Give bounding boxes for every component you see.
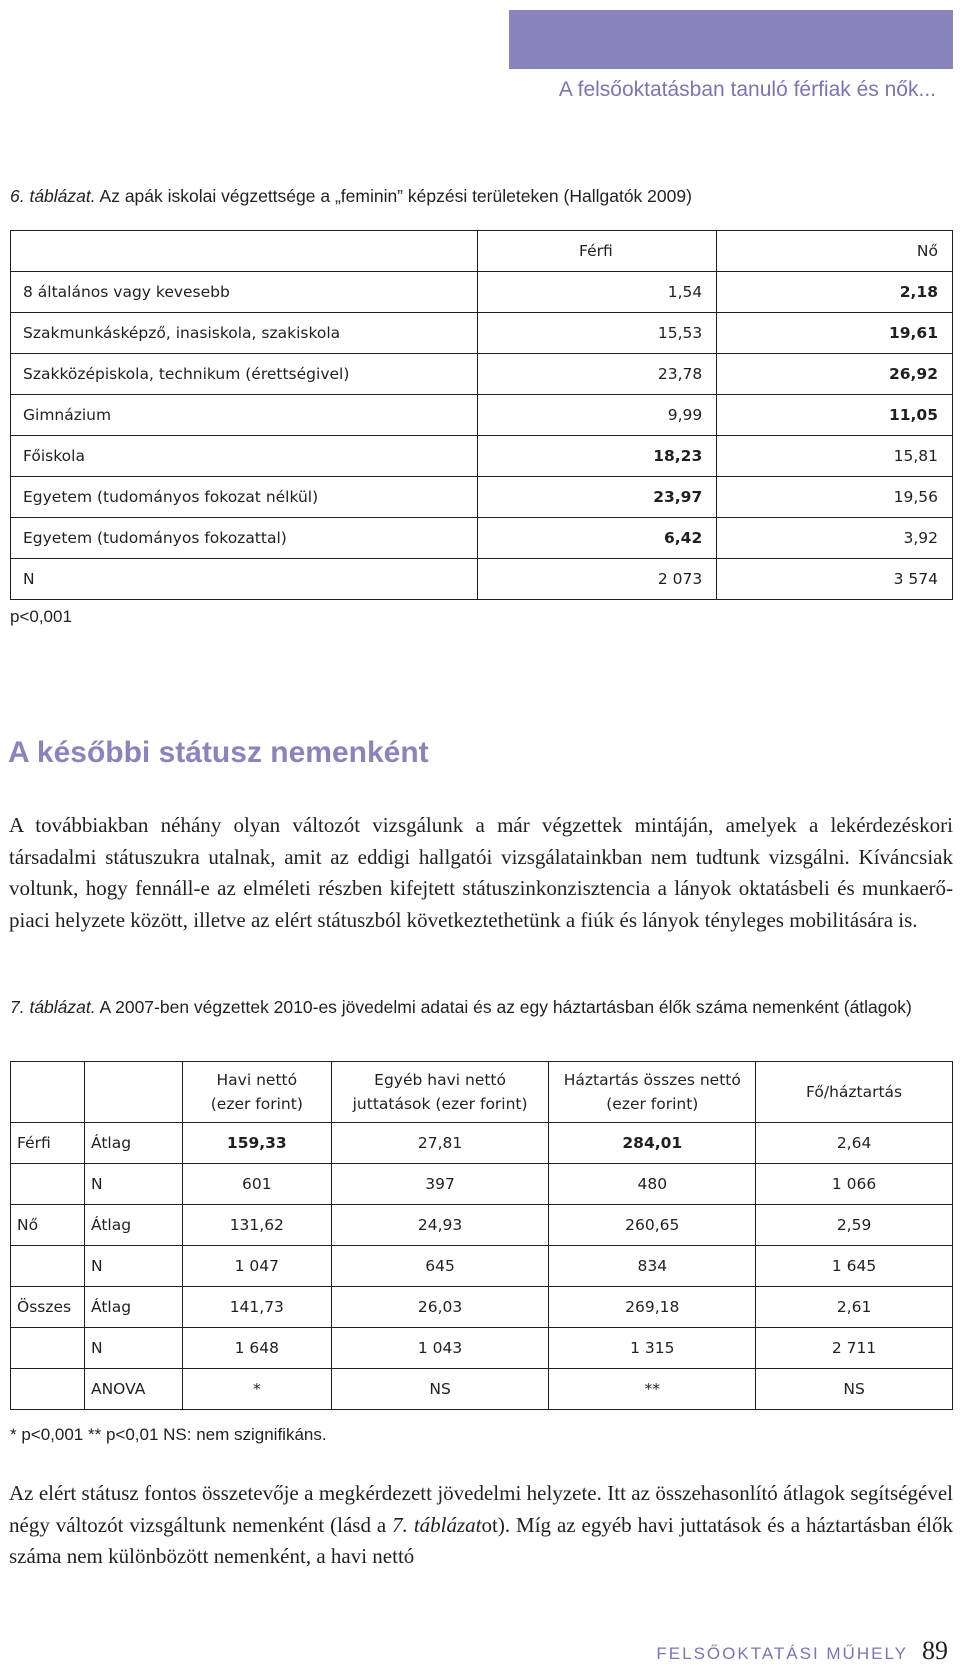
stat-label: Átlag [84,1287,182,1328]
group-label: Nő [11,1205,85,1246]
table-header-row [11,231,953,272]
value-ferfi: 23,78 [477,354,717,395]
header-line: (ezer forint) [210,1095,303,1113]
table-cell: 141,73 [182,1287,331,1328]
table-cell: 260,65 [549,1205,756,1246]
table-cell: NS [756,1369,953,1410]
stat-label: N [84,1246,182,1287]
table-cell: 284,01 [549,1123,756,1164]
value-no: 2,18 [717,272,953,313]
table-cell: 834 [549,1246,756,1287]
table7-note: * p<0,001 ** p<0,01 NS: nem szignifikáns. [10,1425,327,1444]
table-row [11,559,953,600]
value-ferfi: 23,97 [477,477,717,518]
table-row [11,518,953,559]
table-cell: 24,93 [331,1205,549,1246]
table-row [11,354,953,395]
running-title: A felsőoktatásban tanuló férfiak és nők... [558,78,936,101]
row-label: Egyetem (tudományos fokozat nélkül) [11,477,478,518]
row-label: Szakközépiskola, technikum (érettségivel) [11,354,478,395]
value-no: 15,81 [717,436,953,477]
table-row [11,477,953,518]
stat-label: N [84,1164,182,1205]
table-cell: 601 [182,1164,331,1205]
paragraph-text: ot). Míg az egyéb havi juttatások és a háztartásban élők száma nem különbözött nemenként, a havi nettó [9,1512,953,1568]
table-cell: 269,18 [549,1287,756,1328]
value-ferfi: 15,53 [477,313,717,354]
table-cell: NS [331,1369,549,1410]
table-row [11,1287,953,1328]
header-color-bar [509,10,953,69]
table-cell: 1 043 [331,1328,549,1369]
table6-caption-text: Az apák iskolai végzettsége a „feminin” képzési területeken (Hallgatók 2009) [99,186,692,206]
table-row [11,313,953,354]
value-ferfi: 6,42 [477,518,717,559]
value-ferfi: 9,99 [477,395,717,436]
stat-label: Átlag [84,1205,182,1246]
table-row [11,1123,953,1164]
table-row [11,1328,953,1369]
stat-label: N [84,1328,182,1369]
row-label: N [11,559,478,600]
value-no: 11,05 [717,395,953,436]
table-cell: 2 711 [756,1328,953,1369]
table-row [11,1205,953,1246]
table-cell: 1 047 [182,1246,331,1287]
header-line: Háztartás összes nettó [563,1071,741,1089]
table-cell: 1 648 [182,1328,331,1369]
table-cell: 397 [331,1164,549,1205]
table-row [11,1246,953,1287]
header-line: (ezer forint) [606,1095,699,1113]
journal-name: FELSŐOKTATÁSI MŰHELY [656,1644,908,1663]
table7-caption-text: A 2007-ben végzettek 2010-es jövedelmi adatai és az egy háztartásban élők száma nemenként (átlagok) [99,997,912,1017]
body-paragraph [9,1478,953,1573]
stat-label: ANOVA [84,1369,182,1410]
table-header-row [11,1062,953,1123]
table7-caption [10,995,955,1019]
empty-cell [11,1246,85,1287]
page-footer [656,1636,948,1666]
table-header-cell [549,1062,756,1123]
table-header-cell: Nő [717,231,953,272]
table-cell: 480 [549,1164,756,1205]
header-line: juttatások (ezer forint) [352,1095,528,1113]
table-cell: 645 [331,1246,549,1287]
stat-label: Átlag [84,1123,182,1164]
row-label: Egyetem (tudományos fokozattal) [11,518,478,559]
value-ferfi: 18,23 [477,436,717,477]
empty-cell [11,1164,85,1205]
row-label: Főiskola [11,436,478,477]
row-label: 8 általános vagy kevesebb [11,272,478,313]
table6-caption [10,184,692,208]
table-cell: 131,62 [182,1205,331,1246]
page-number: 89 [922,1636,948,1665]
value-no: 3,92 [717,518,953,559]
empty-cell [11,1369,85,1410]
table-cell: ** [549,1369,756,1410]
value-no: 19,56 [717,477,953,518]
header-line: Egyéb havi nettó [374,1071,506,1089]
group-label: Összes [11,1287,85,1328]
table-header-cell [331,1062,549,1123]
table-cell: 2,64 [756,1123,953,1164]
group-label: Férfi [11,1123,85,1164]
table-cell: 2,61 [756,1287,953,1328]
table-cell: 27,81 [331,1123,549,1164]
body-paragraph: A továbbiakban néhány olyan változót vizsgálunk a már végzettek mintáján, amelyek a lekérdezéskori társadalmi státuszukra utalnak, amit az eddigi hallgatói vizsgálatainkban nem tudtunk vizsgálni. Kíváncsiak voltunk, hogy fennáll-e az elméleti részben kifejtett státuszinkonzisztencia a lányok oktatásbeli és munkaerő-piaci helyzete között, illetve az elért státuszból következtethetünk a fiúk és lányok tényleges mobilitására is. [9,813,953,932]
table-header-cell: Fő/háztartás [756,1062,953,1123]
value-no: 3 574 [717,559,953,600]
empty-cell [84,1062,182,1123]
table-cell: 26,03 [331,1287,549,1328]
table-row [11,272,953,313]
row-label: Szakmunkásképző, inasiskola, szakiskola [11,313,478,354]
row-label: Gimnázium [11,395,478,436]
empty-cell [11,1062,85,1123]
header-line: Havi nettó [216,1071,298,1089]
value-no: 19,61 [717,313,953,354]
table6-note: p<0,001 [10,607,72,626]
table-header-cell [182,1062,331,1123]
empty-cell [11,1328,85,1369]
value-ferfi: 2 073 [477,559,717,600]
table-header-cell: Férfi [477,231,717,272]
table-row [11,436,953,477]
table-cell: 1 066 [756,1164,953,1205]
table-cell: 1 645 [756,1246,953,1287]
table-7 [10,1061,953,1410]
value-ferfi: 1,54 [477,272,717,313]
table-cell: 2,59 [756,1205,953,1246]
table7-caption-label: 7. táblázat. [10,997,96,1017]
table-row [11,395,953,436]
table-cell: 159,33 [182,1123,331,1164]
table-row [11,1164,953,1205]
table6-caption-label: 6. táblázat. [10,186,96,206]
table-row [11,1369,953,1410]
table-6 [10,230,953,600]
table-cell: * [182,1369,331,1410]
value-no: 26,92 [717,354,953,395]
table-reference: 7. táblázat [392,1512,482,1537]
paragraph-text: Az elért státusz fontos összetevője a megkérdezett jövedelmi helyzete. Itt az összehasonlító átlagok segítségével négy változót vizsgáltunk nemenként (lásd a [9,1481,953,1537]
table-cell: 1 315 [549,1328,756,1369]
table-header-cell [11,231,478,272]
section-title: A későbbi státusz nemenként [8,736,429,769]
